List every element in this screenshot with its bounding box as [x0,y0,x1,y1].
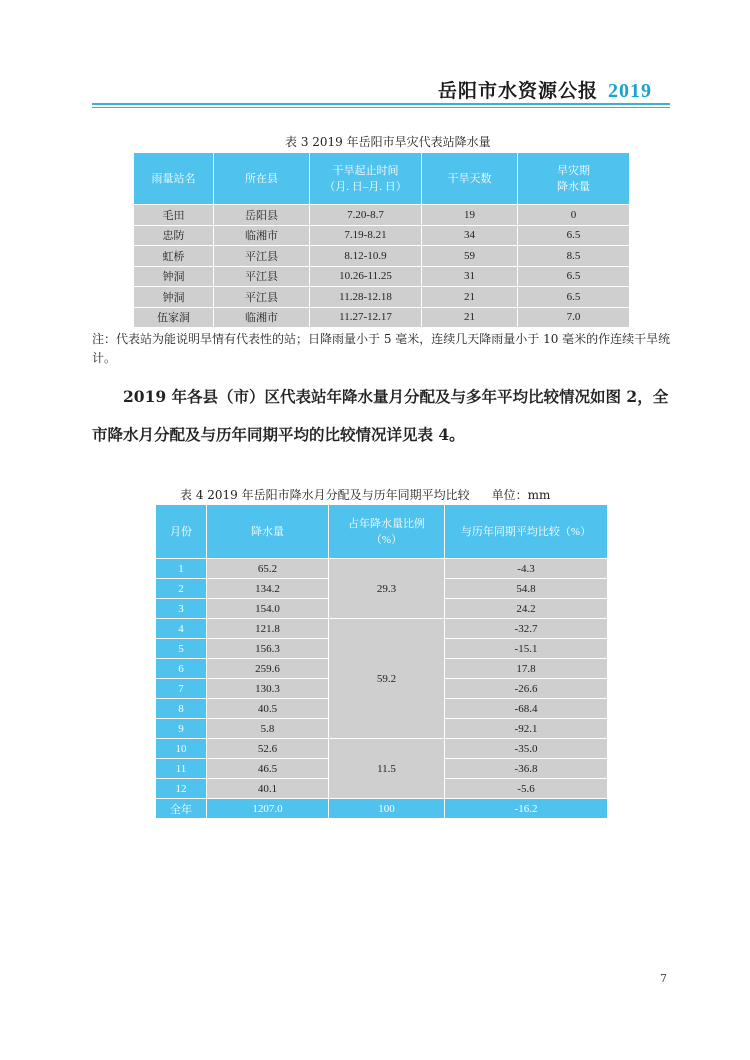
table-row [134,266,630,287]
table3-cell: 6.5 [518,287,630,308]
table3-header-period: 干旱起止时间 （月. 日–月. 日） [310,153,422,205]
table3-cell: 平江县 [214,266,310,287]
table-row [156,739,608,759]
table3-cell: 10.26-11.25 [310,266,422,287]
table3-cell: 钟洞 [134,287,214,308]
table4-month-cell: 3 [156,599,207,619]
header-rule [92,103,670,105]
table4-rain-cell: 40.5 [207,699,329,719]
table4-month-cell: 11 [156,759,207,779]
table4-rain-cell: 134.2 [207,579,329,599]
table4-month-cell: 9 [156,719,207,739]
table3-cell: 59 [422,246,518,267]
table4-rain-cell: 65.2 [207,559,329,579]
table3-cell: 11.27-12.17 [310,307,422,328]
table3-cell: 7.0 [518,307,630,328]
table4-header-rain: 降水量 [207,505,329,559]
table4-header-month: 月份 [156,505,207,559]
table-row [134,246,630,267]
table3-cell: 虹桥 [134,246,214,267]
table4-rain-cell: 46.5 [207,759,329,779]
table4-compare-cell: 17.8 [445,659,608,679]
table4-month-cell: 10 [156,739,207,759]
table-row [134,287,630,308]
table3-cell: 钟洞 [134,266,214,287]
page-header [92,70,670,110]
table3-cell: 21 [422,287,518,308]
body-paragraph: 2019 年各县（市）区代表站年降水量月分配及与多年平均比较情况如图 2，全市降水月分配及与历年同期平均的比较情况详见表 4。 [92,387,669,444]
table4-compare-cell: -32.7 [445,619,608,639]
table4-rain-cell: 156.3 [207,639,329,659]
table3-cell: 7.19-8.21 [310,225,422,246]
table4-rain-cell: 154.0 [207,599,329,619]
table3-cell: 8.5 [518,246,630,267]
table-row [156,559,608,579]
table3-cell: 岳阳县 [214,205,310,226]
table4-total-cell: 100 [329,799,445,819]
table3-cell: 19 [422,205,518,226]
table4-compare-cell: -68.4 [445,699,608,719]
table4-header-compare: 与历年同期平均比较（%） [445,505,608,559]
table3 [133,152,630,328]
table3-cell: 6.5 [518,225,630,246]
table4-rain-cell: 259.6 [207,659,329,679]
table3-cell: 31 [422,266,518,287]
table4-compare-cell: -15.1 [445,639,608,659]
table4-share-cell: 29.3 [329,559,445,619]
header-year: 2019 [608,80,652,102]
table4-compare-cell: 54.8 [445,579,608,599]
table4-rain-cell: 40.1 [207,779,329,799]
table4-month-cell: 2 [156,579,207,599]
table3-cell: 忠防 [134,225,214,246]
table4-total-cell: 1207.0 [207,799,329,819]
table4-total-row [156,799,608,819]
table4-compare-cell: -36.8 [445,759,608,779]
table4-month-cell: 7 [156,679,207,699]
table4-compare-cell: -35.0 [445,739,608,759]
table3-cell: 6.5 [518,266,630,287]
table4 [155,504,608,819]
table3-cell: 临湘市 [214,225,310,246]
header-rule-thin [92,107,670,108]
table3-caption: 表 3 2019 年岳阳市旱灾代表站降水量 [285,135,491,149]
table4-month-cell: 5 [156,639,207,659]
table4-compare-cell: 24.2 [445,599,608,619]
table3-header-station: 雨量站名 [134,153,214,205]
table3-header-days: 干旱天数 [422,153,518,205]
header-title: 岳阳市水资源公报 2019 [437,80,652,102]
table-row [156,619,608,639]
table3-cell: 毛田 [134,205,214,226]
table4-month-cell: 12 [156,779,207,799]
table3-cell: 11.28-12.18 [310,287,422,308]
table3-cell: 8.12-10.9 [310,246,422,267]
table3-cell: 34 [422,225,518,246]
table4-rain-cell: 52.6 [207,739,329,759]
table4-caption: 表 4 2019 年岳阳市降水月分配及与历年同期平均比较 单位：mm [180,488,551,502]
table-row [134,307,630,328]
table4-month-cell: 4 [156,619,207,639]
table3-cell: 平江县 [214,287,310,308]
table4-compare-cell: -5.6 [445,779,608,799]
table3-cell: 伍家洞 [134,307,214,328]
page-number: 7 [660,972,667,985]
table3-note: 注：代表站为能说明旱情有代表性的站；日降雨量小于 5 毫米，连续几天降雨量小于 10 毫米的作连续干旱统计。 [92,332,671,365]
table4-compare-cell: -4.3 [445,559,608,579]
table4-month-cell: 6 [156,659,207,679]
table3-cell: 临湘市 [214,307,310,328]
table4-rain-cell: 5.8 [207,719,329,739]
table3-cell: 平江县 [214,246,310,267]
table-row [134,225,630,246]
table4-share-cell: 11.5 [329,739,445,799]
table3-cell: 21 [422,307,518,328]
table3-header-county: 所在县 [214,153,310,205]
table3-header-rain: 旱灾期 降水量 [518,153,630,205]
table-row [134,205,630,226]
table4-month-cell: 1 [156,559,207,579]
table4-rain-cell: 121.8 [207,619,329,639]
table4-share-cell: 59.2 [329,619,445,739]
table4-header-share: 占年降水量比例 （%） [329,505,445,559]
table4-total-cell: -16.2 [445,799,608,819]
table4-rain-cell: 130.3 [207,679,329,699]
table3-cell: 0 [518,205,630,226]
table4-total-cell: 全年 [156,799,207,819]
table3-cell: 7.20-8.7 [310,205,422,226]
table4-month-cell: 8 [156,699,207,719]
table4-compare-cell: -92.1 [445,719,608,739]
table4-compare-cell: -26.6 [445,679,608,699]
